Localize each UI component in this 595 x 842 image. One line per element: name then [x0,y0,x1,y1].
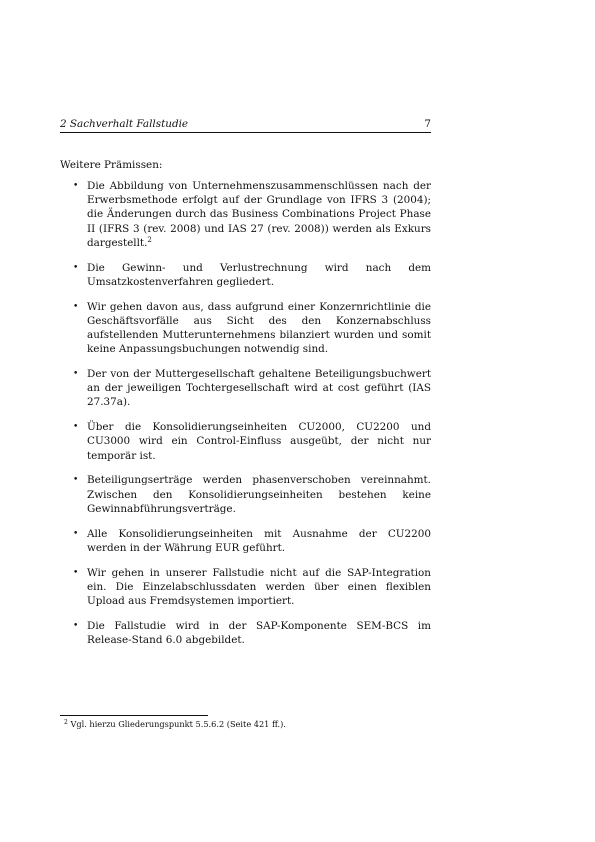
bullet-icon: • [73,475,79,486]
bullet-icon: • [73,301,79,312]
list-item [60,619,431,647]
list-item [60,367,431,410]
bullet-icon: • [73,369,79,380]
running-header [60,117,431,133]
list-item-text: Die Abbildung von Unternehmenszusammenschlüssen nach der Erwerbsmethode erfolgt auf der Grundlage von IFRS 3 (2004); die Änderungen durch das Business Combinations Project Phase II (IFRS 3 (rev. 2008) und IAS 27 (rev. 2008)) werden als Exkurs dargestellt. [87,180,431,249]
chapter-title: 2 Sachverhalt Fallstudie [60,118,189,130]
list-item [60,527,431,555]
bullet-icon: • [73,262,79,273]
footnote-marker: 2 [64,719,68,726]
list-item [60,420,431,463]
list-item-text: Der von der Muttergesellschaft gehaltene Beteiligungsbuchwert an der jeweiligen Tochtergesellschaft wird at cost geführt (IAS 27.37a). [87,368,431,409]
footnote-text: Vgl. hierzu Gliederungspunkt 5.5.6.2 (Seite 421 ff.). [70,719,286,729]
footnote [64,719,286,730]
bullet-icon: • [73,620,79,631]
list-item-text: Wir gehen in unserer Fallstudie nicht auf die SAP-Integration ein. Die Einzelabschlussdaten werden über einen flexiblen Upload aus Fremdsystemen importiert. [87,566,431,608]
bullet-icon: • [73,528,79,539]
list-item-text: Alle Konsolidierungseinheiten mit Ausnahme der CU2200 werden in der Währung EUR geführt. [87,527,431,554]
list-item-text: Wir gehen davon aus, dass aufgrund einer Konzernrichtlinie die Geschäftsvorfälle aus Sicht des den Konzernabschluss aufstellenden Mutterunternehmens bilanziert wurden und somit keine Anpassungsbuchungen notwendig sind. [87,300,431,356]
list-item [60,300,431,357]
bullet-icon: • [73,181,79,191]
footnote-divider [60,715,208,716]
page-number: 7 [424,118,431,130]
list-item [60,261,431,289]
bullet-icon: • [73,567,79,578]
list-item-text: Über die Konsolidierungseinheiten CU2000, CU2200 und CU3000 wird ein Control-Einfluss ausgeübt, der nicht nur temporär ist. [87,421,431,462]
list-item [60,473,431,516]
footnote-reference[interactable]: 2 [147,235,152,244]
bullet-icon: • [73,422,79,433]
premises-list [60,179,431,658]
list-item [60,179,431,250]
list-item-text: Die Fallstudie wird in der SAP-Komponente SEM-BCS im Release-Stand 6.0 abgebildet. [87,619,431,647]
list-item-text: Beteiligungserträge werden phasenverschoben vereinnahmt. Zwischen den Konsolidierungseinheiten bestehen keine Gewinnabführungsverträge. [87,474,431,515]
section-lead: Weitere Prämissen: [60,159,163,171]
list-item [60,566,431,609]
list-item-text: Die Gewinn- und Verlustrechnung wird nach dem Umsatzkostenverfahren gegliedert. [87,261,431,288]
